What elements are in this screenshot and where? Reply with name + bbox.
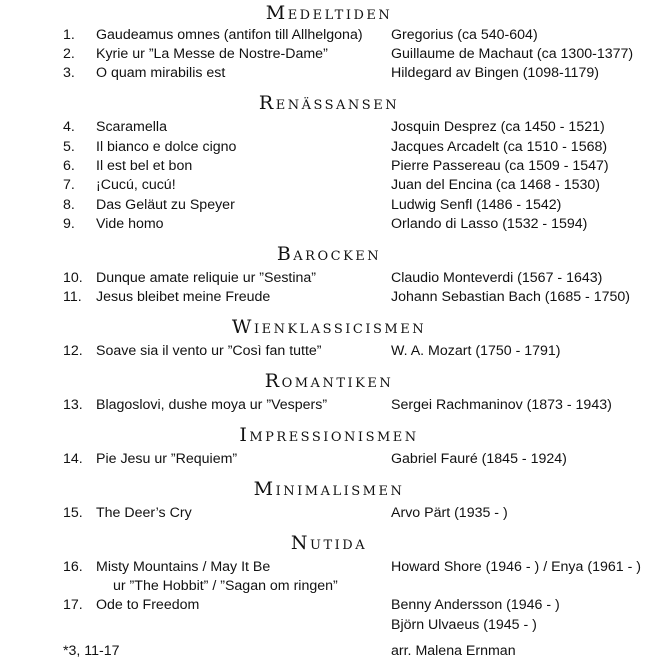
item-number: 8. [63, 197, 75, 213]
item-number: 2. [63, 46, 75, 62]
footnote-reference: *3, 11-17 [63, 643, 120, 659]
piece-title: Ode to Freedom [96, 597, 200, 613]
program-item [0, 595, 658, 615]
composer: Howard Shore (1946 - ) / Enya (1961 - ) [391, 559, 641, 575]
piece-title: Kyrie ur ”La Messe de Nostre-Dame” [96, 46, 328, 62]
program-item [0, 557, 658, 577]
item-number: 5. [63, 139, 75, 155]
composer: Hildegard av Bingen (1098-1179) [391, 65, 599, 81]
composer: Sergei Rachmaninov (1873 - 1943) [391, 397, 612, 413]
section-heading-impressionismen: Impressionismen [239, 424, 419, 446]
composer: Guillaume de Machaut (ca 1300-1377) [391, 46, 634, 62]
composer: Benny Andersson (1946 - ) [391, 597, 560, 613]
piece-title: The Deer’s Cry [96, 505, 192, 521]
program-item-continuation [0, 576, 658, 596]
item-number: 1. [63, 27, 75, 43]
item-number: 12. [63, 343, 83, 359]
program-item [0, 214, 658, 234]
item-number: 6. [63, 158, 75, 174]
composer: Gabriel Fauré (1845 - 1924) [391, 451, 567, 467]
composer: Juan del Encina (ca 1468 - 1530) [391, 177, 601, 193]
section-heading-wienklassicismen: Wienklassicismen [231, 316, 427, 338]
item-number: 17. [63, 597, 83, 613]
footnote [0, 641, 658, 661]
program-item [0, 175, 658, 195]
item-number: 3. [63, 65, 75, 81]
item-number: 14. [63, 451, 83, 467]
section-heading-romantiken: Romantiken [264, 370, 394, 392]
program-item [0, 287, 658, 307]
composer: Ludwig Senfl (1486 - 1542) [391, 197, 562, 213]
piece-title: Gaudeamus omnes (antifon till Allhelgona) [96, 27, 363, 43]
program-item [0, 25, 658, 45]
item-number: 11. [63, 289, 82, 305]
piece-title: Blagoslovi, dushe moya ur ”Vespers” [96, 397, 328, 413]
arranger-credit: arr. Malena Ernman [391, 643, 516, 659]
piece-title: Il est bel et bon [96, 158, 193, 174]
composer: Claudio Monteverdi (1567 - 1643) [391, 270, 603, 286]
program-item [0, 268, 658, 288]
program-item [0, 117, 658, 137]
item-number: 4. [63, 119, 75, 135]
piece-title: Jesus bleibet meine Freude [96, 289, 271, 305]
item-number: 16. [63, 559, 83, 575]
program-item [0, 63, 658, 83]
item-number: 15. [63, 505, 83, 521]
item-number: 7. [63, 177, 75, 193]
composer: Josquin Desprez (ca 1450 - 1521) [391, 119, 605, 135]
piece-title: Pie Jesu ur ”Requiem” [96, 451, 238, 467]
program-item [0, 341, 658, 361]
program-item [0, 395, 658, 415]
program-item [0, 156, 658, 176]
composer: Arvo Pärt (1935 - ) [391, 505, 508, 521]
piece-title: Vide homo [96, 216, 164, 232]
program-item [0, 137, 658, 157]
section-heading-minimalismen: Minimalismen [253, 478, 405, 500]
composer-continuation: Björn Ulvaeus (1945 - ) [391, 617, 537, 633]
section-heading-nutida: Nutida [290, 532, 368, 554]
piece-title: Scaramella [96, 119, 167, 135]
piece-title: O quam mirabilis est [96, 65, 226, 81]
program-item-continuation [0, 615, 658, 635]
program-item [0, 44, 658, 64]
composer: W. A. Mozart (1750 - 1791) [391, 343, 561, 359]
composer: Pierre Passereau (ca 1509 - 1547) [391, 158, 609, 174]
item-number: 10. [63, 270, 83, 286]
piece-title: Soave sia il vento ur ”Così fan tutte” [96, 343, 322, 359]
piece-title: Dunque amate reliquie ur ”Sestina” [96, 270, 317, 286]
composer: Jacques Arcadelt (ca 1510 - 1568) [391, 139, 608, 155]
program-item [0, 503, 658, 523]
composer: Gregorius (ca 540-604) [391, 27, 538, 43]
composer: Orlando di Lasso (1532 - 1594) [391, 216, 588, 232]
piece-title-continuation: ur ”The Hobbit” / ”Sagan om ringen” [113, 578, 338, 594]
piece-title: ¡Cucú, cucú! [96, 177, 176, 193]
program-item [0, 195, 658, 215]
section-heading-renassansen: Renässansen [258, 92, 400, 114]
section-heading-barocken: Barocken [276, 243, 382, 265]
section-heading-medeltiden: Medeltiden [265, 2, 393, 24]
piece-title: Misty Mountains / May It Be [96, 559, 271, 575]
piece-title: Das Geläut zu Speyer [96, 197, 235, 213]
piece-title: Il bianco e dolce cigno [96, 139, 237, 155]
item-number: 9. [63, 216, 75, 232]
item-number: 13. [63, 397, 83, 413]
composer: Johann Sebastian Bach (1685 - 1750) [391, 289, 630, 305]
program-item [0, 449, 658, 469]
